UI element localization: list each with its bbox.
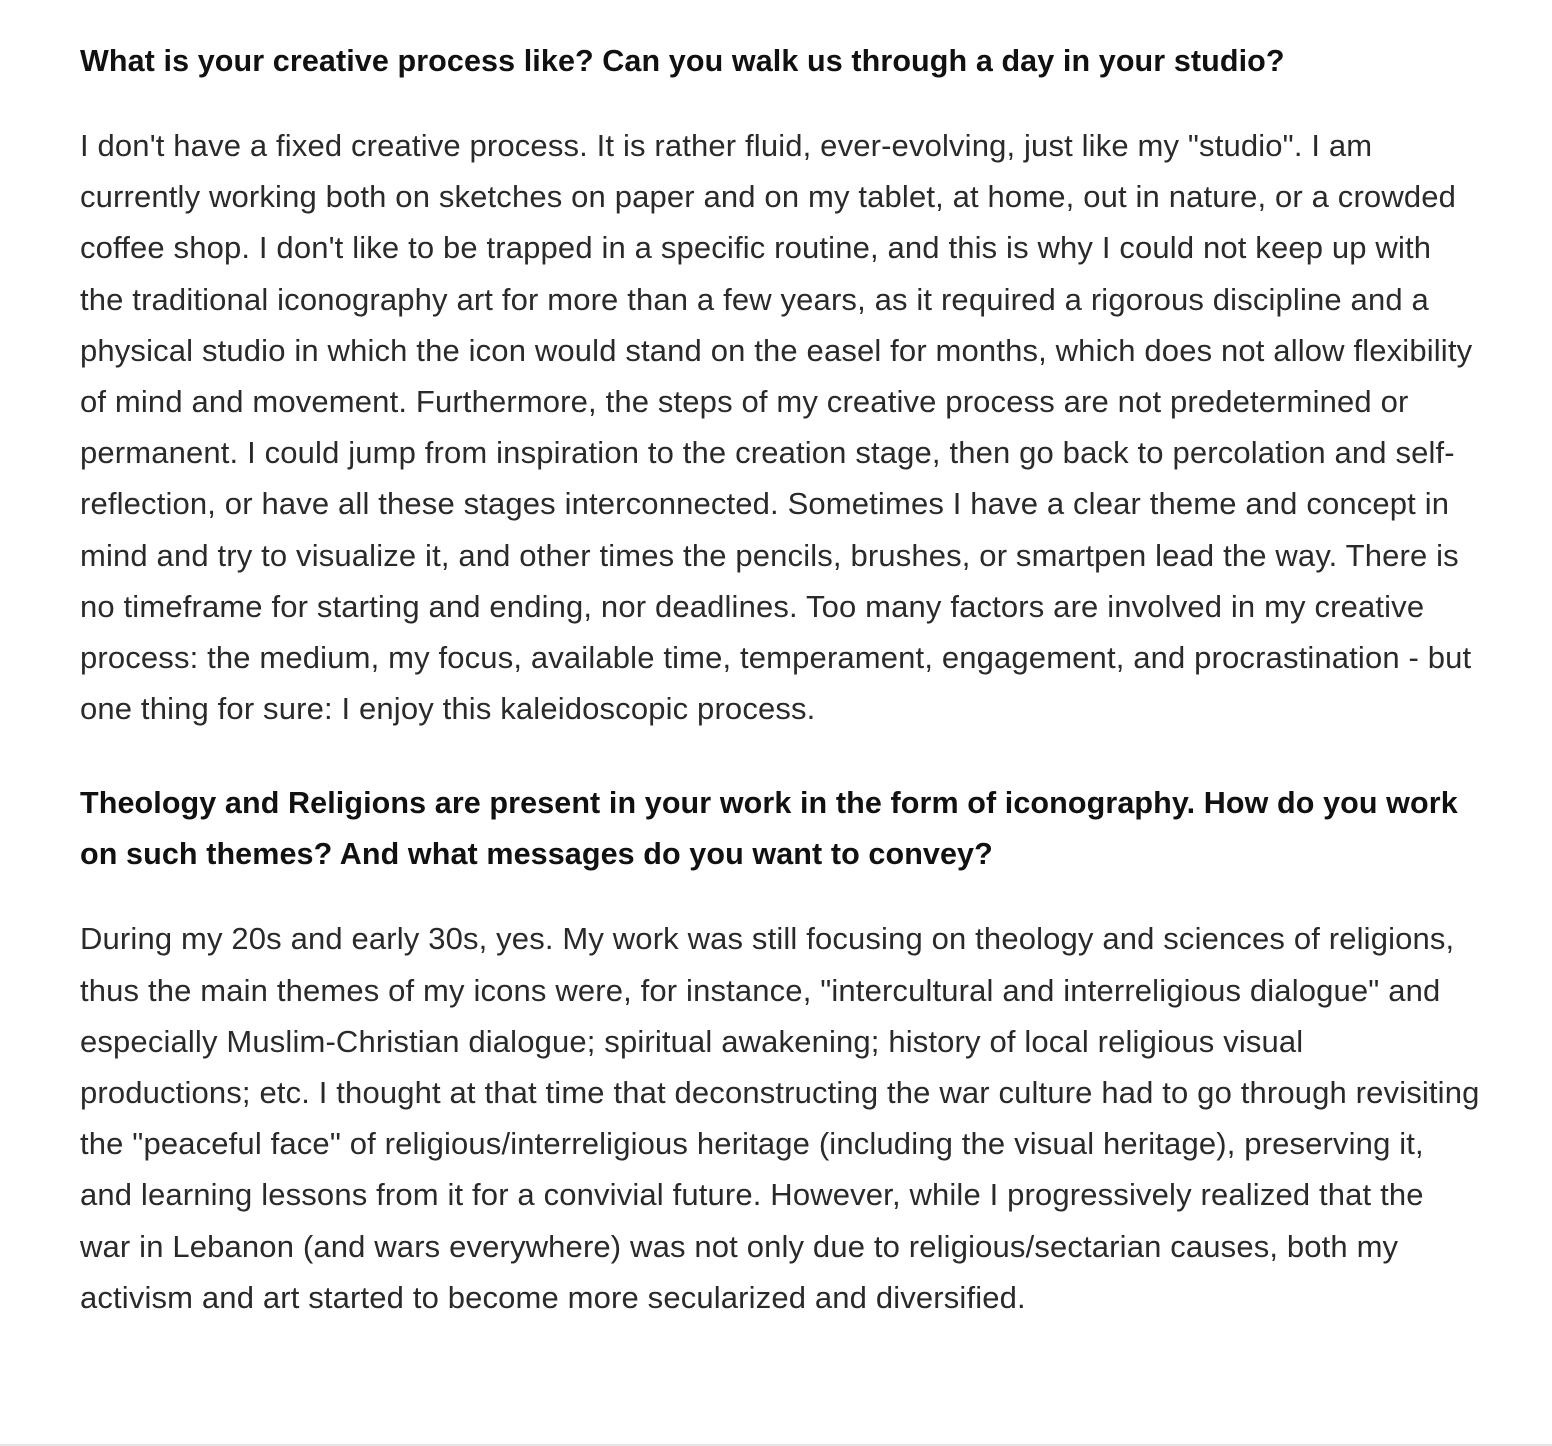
question-creative-process: What is your creative process like? Can you walk us through a day in your studio? — [80, 44, 1285, 78]
answer-theology-religions: During my 20s and early 30s, yes. My work was still focusing on theology and sciences of religions, thus the main themes of my icons were, for instance, "intercultural and interreligious dialogue" and especially Muslim-Christian dialogue; spiritual awakening; history of local religious visual productions; etc. I thought at that time that deconstructing the war culture had to go through revisiting the "peaceful face" of religious/interreligious heritage (including the visual heritage), preserving it, and learning lessons from it for a convivial future. However, while I progressively realized that the war in Lebanon (and wars everywhere) was not only due to religious/sectarian causes, both my activism and art started to become more secularized and diversified. — [80, 921, 1480, 1315]
answer-creative-process: I don't have a fixed creative process. It is rather fluid, ever-evolving, just like my "studio". I am currently working both on sketches on paper and on my tablet, at home, out in nature, or a crowded coffee shop. I don't like to be trapped in a specific routine, and this is why I could not keep up with the traditional iconography art for more than a few years, as it required a rigorous discipline and a physical studio in which the icon would stand on the easel for months, which does not allow flexibility of mind and movement. Furthermore, the steps of my creative process are not predetermined or permanent. I could jump from inspiration to the creation stage, then go back to percolation and self-reflection, or have all these stages interconnected. Sometimes I have a clear theme and concept in mind and try to visualize it, and other times the pencils, brushes, or smartpen lead the way. There is no timeframe for starting and ending, nor deadlines. Too many factors are involved in my creative process: the medium, my focus, available time, temperament, engagement, and procrastination - but one thing for sure: I enjoy this kaleidoscopic process. — [80, 128, 1473, 727]
question-theology-religions: Theology and Religions are present in your work in the form of iconography. How do you work on such themes? And what messages do you want to convey? — [80, 786, 1458, 872]
interview-article — [80, 36, 1480, 1323]
